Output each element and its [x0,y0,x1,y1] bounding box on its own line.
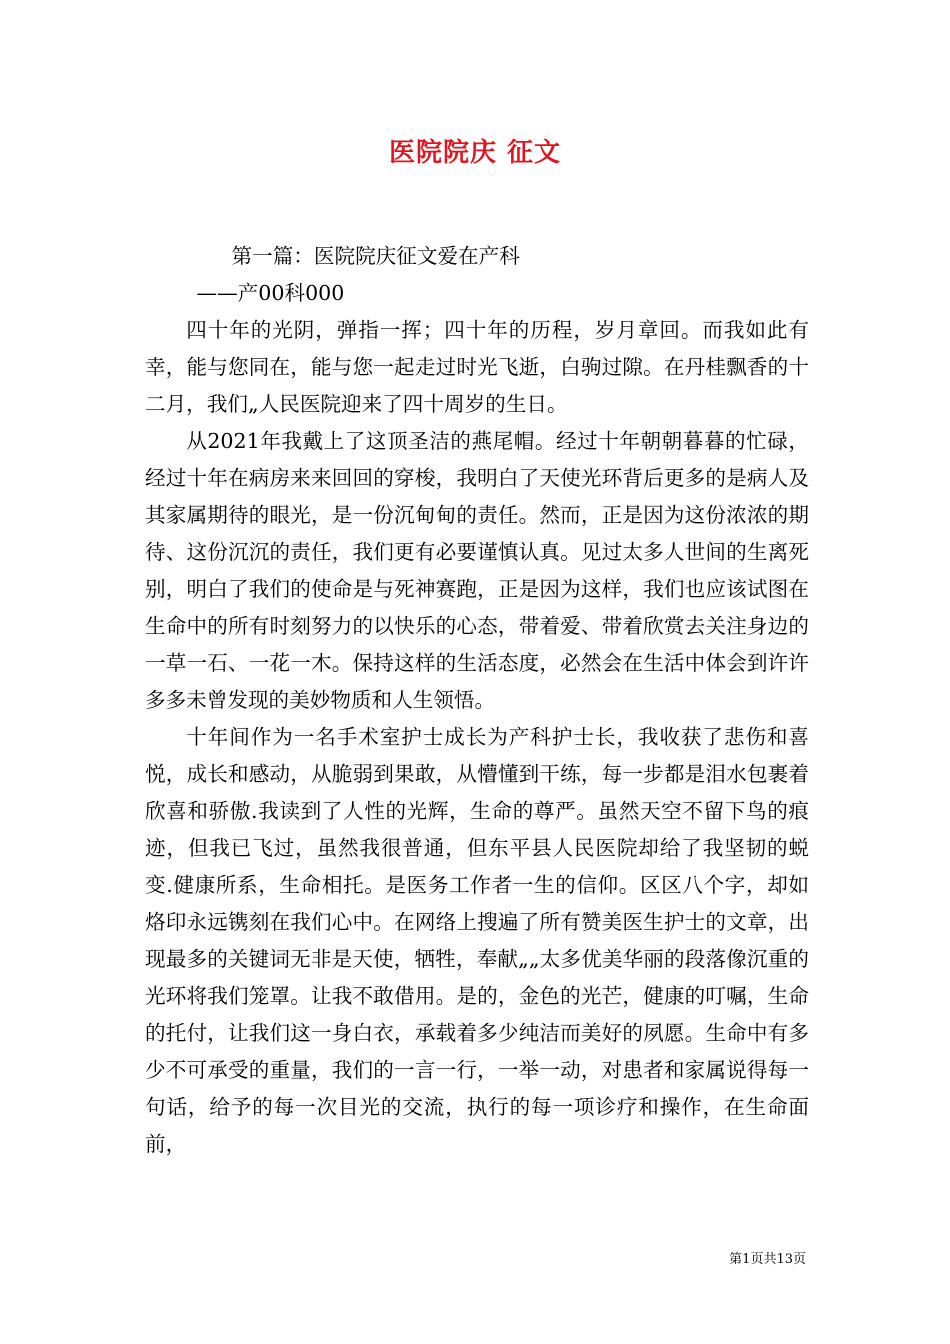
document-body [145,238,809,1163]
section-heading: 第一篇：医院院庆征文爱在产科 [231,244,520,268]
paragraph: 从2021年我戴上了这顶圣洁的燕尾帽。经过十年朝朝暮暮的忙碌，经过十年在病房来来回回的穿梭，我明白了天使光环背后更多的是病人及其家属期待的眼光，是一份沉甸甸的责任。然而，正是因为这份浓浓的期待、这份沉沉的责任，我们更有必要谨慎认真。见过太多人世间的生离死别，明白了我们的使命是与死神赛跑，正是因为这样，我们也应该试图在生命中的所有时刻努力的以快乐的心态，带着爱、带着欣赏去关注身边的一草一石、一花一木。保持这样的生活态度，必然会在生活中体会到许许多多未曾发现的美妙物质和人生领悟。 [145,429,809,712]
author-byline: ——产00科000 [196,281,345,305]
paragraph: 十年间作为一名手术室护士成长为产科护士长，我收获了悲伤和喜悦，成长和感动，从脆弱到果敢，从懵懂到干练，每一步都是泪水包裹着欣喜和骄傲.我读到了人性的光辉，生命的尊严。虽然天空不留下鸟的痕迹，但我已飞过，虽然我很普通，但东平县人民医院却给了我坚韧的蜕变.健康所系，生命相托。是医务工作者一生的信仰。区区八个字，却如烙印永远镌刻在我们心中。在网络上搜遍了所有赞美医生护士的文章，出现最多的关键词无非是天使，牺牲，奉献„„太多优美华丽的段落像沉重的光环将我们笼罩。让我不敢借用。是的，金色的光芒，健康的叮嘱，生命的托付，让我们这一身白衣，承载着多少纯洁而美好的夙愿。生命中有多少不可承受的重量，我们的一言一行，一举一动，对患者和家属说得每一句话，给予的每一次目光的交流，执行的每一项诊疗和操作，在生命面前， [145,725,809,1156]
page-title: 医院院庆 征文 [388,138,562,168]
page-number-footer: 第1页共13页 [729,1252,806,1267]
paragraph: 四十年的光阴，弹指一挥；四十年的历程，岁月章回。而我如此有幸，能与您同在，能与您一起走过时光飞逝，白驹过隙。在丹桂飘香的十二月，我们„人民医院迎来了四十周岁的生日。 [145,318,809,416]
